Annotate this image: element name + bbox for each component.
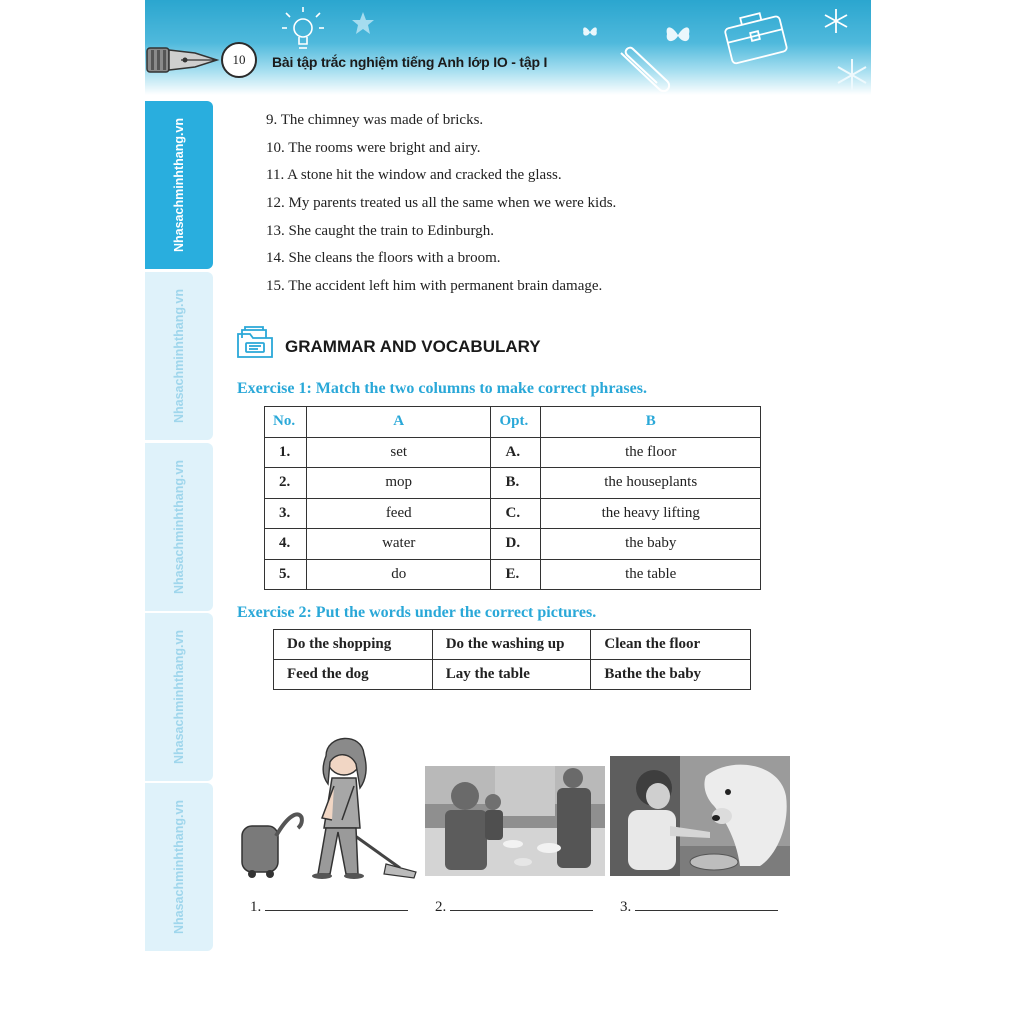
answer-line-2[interactable]	[435, 897, 593, 916]
sidebar-tab-label: Nhasachminhthang.vn	[172, 799, 187, 935]
answer-blank[interactable]	[450, 897, 593, 911]
sidebar-tab-4[interactable]	[145, 613, 213, 781]
answer-blank[interactable]	[265, 897, 408, 911]
column-b-cell: the heavy lifting	[541, 498, 761, 529]
butterfly-icon	[581, 24, 599, 40]
answer-blank[interactable]	[635, 897, 778, 911]
list-item: 14. She cleans the floors with a broom.	[266, 250, 501, 267]
column-b-cell: the houseplants	[541, 468, 761, 499]
sidebar-tab-1[interactable]	[145, 101, 213, 269]
table-row	[265, 529, 761, 560]
page-header	[145, 0, 871, 95]
column-header-b: B	[541, 407, 761, 438]
exercise-1-title: Exercise 1: Match the two columns to make correct phrases.	[237, 380, 647, 397]
sidebar-tab-label: Nhasachminhthang.vn	[172, 117, 187, 253]
row-number: 1.	[265, 437, 307, 468]
star-icon	[350, 10, 376, 36]
pen-nib-icon	[145, 40, 221, 80]
picture-feeding-dog	[610, 756, 790, 876]
column-b-cell: the floor	[541, 437, 761, 468]
column-a-cell: mop	[306, 468, 491, 499]
column-header-a: A	[306, 407, 491, 438]
option-letter: E.	[491, 559, 541, 590]
list-item: 12. My parents treated us all the same when we were kids.	[266, 195, 617, 212]
word-bank-table	[273, 629, 751, 690]
list-item: 13. She caught the train to Edinburgh.	[266, 222, 495, 239]
picture-washing-up	[425, 766, 605, 876]
page-number: 10	[221, 42, 257, 78]
column-a-cell: feed	[306, 498, 491, 529]
lightbulb-icon	[281, 6, 325, 58]
kids-washing-up-photo	[425, 766, 605, 876]
snowflake-icon	[823, 8, 849, 34]
table-row	[265, 468, 761, 499]
table-header-row	[265, 407, 761, 438]
word-cell: Feed the dog	[274, 660, 433, 690]
snowflake-icon	[835, 58, 869, 92]
girl-feeding-dog-photo	[610, 756, 790, 876]
answer-line-1[interactable]	[250, 897, 408, 916]
column-a-cell: do	[306, 559, 491, 590]
sidebar-tab-3[interactable]	[145, 443, 213, 611]
briefcase-icon	[719, 6, 791, 66]
section-title: GRAMMAR AND VOCABULARY	[285, 337, 541, 356]
picture-vacuuming	[238, 728, 420, 880]
row-number: 5.	[265, 559, 307, 590]
option-letter: D.	[491, 529, 541, 560]
column-b-cell: the baby	[541, 529, 761, 560]
answer-number: 2.	[435, 899, 447, 915]
option-letter: A.	[491, 437, 541, 468]
answer-line-3[interactable]	[620, 897, 778, 916]
row-number: 3.	[265, 498, 307, 529]
exercise-2-title: Exercise 2: Put the words under the correct pictures.	[237, 604, 597, 621]
list-item: 15. The accident left him with permanent brain damage.	[266, 278, 603, 295]
column-b-cell: the table	[541, 559, 761, 590]
list-item: 10. The rooms were bright and airy.	[266, 139, 481, 156]
row-number: 2.	[265, 468, 307, 499]
word-cell: Bathe the baby	[591, 660, 751, 690]
row-number: 4.	[265, 529, 307, 560]
woman-vacuuming-illustration	[238, 728, 420, 880]
table-row	[265, 498, 761, 529]
word-cell: Lay the table	[432, 660, 591, 690]
match-table	[264, 406, 761, 590]
list-item: 9. The chimney was made of bricks.	[266, 112, 484, 128]
sidebar-tab-label: Nhasachminhthang.vn	[172, 629, 187, 765]
column-header-opt: Opt.	[491, 407, 541, 438]
table-row	[265, 437, 761, 468]
sidebar-tab-label: Nhasachminhthang.vn	[172, 288, 187, 424]
answer-number: 1.	[250, 899, 262, 915]
sidebar-tab-5[interactable]	[145, 783, 213, 951]
word-cell: Do the washing up	[432, 630, 591, 660]
column-a-cell: water	[306, 529, 491, 560]
paperclip-icon	[615, 45, 675, 95]
sidebar-tab-label: Nhasachminhthang.vn	[172, 459, 187, 595]
column-header-no: No.	[265, 407, 307, 438]
column-a-cell: set	[306, 437, 491, 468]
word-cell: Clean the floor	[591, 630, 751, 660]
folder-icon	[236, 326, 276, 360]
option-letter: C.	[491, 498, 541, 529]
table-row	[265, 559, 761, 590]
sentence-list	[266, 108, 616, 302]
answer-number: 3.	[620, 899, 632, 915]
list-item: 11. A stone hit the window and cracked the glass.	[266, 167, 562, 184]
page-title: Bài tập trắc nghiệm tiếng Anh lớp IO - tập I	[272, 54, 548, 70]
table-row	[274, 660, 751, 690]
option-letter: B.	[491, 468, 541, 499]
word-cell: Do the shopping	[274, 630, 433, 660]
sidebar-tab-2[interactable]	[145, 272, 213, 440]
table-row	[274, 630, 751, 660]
